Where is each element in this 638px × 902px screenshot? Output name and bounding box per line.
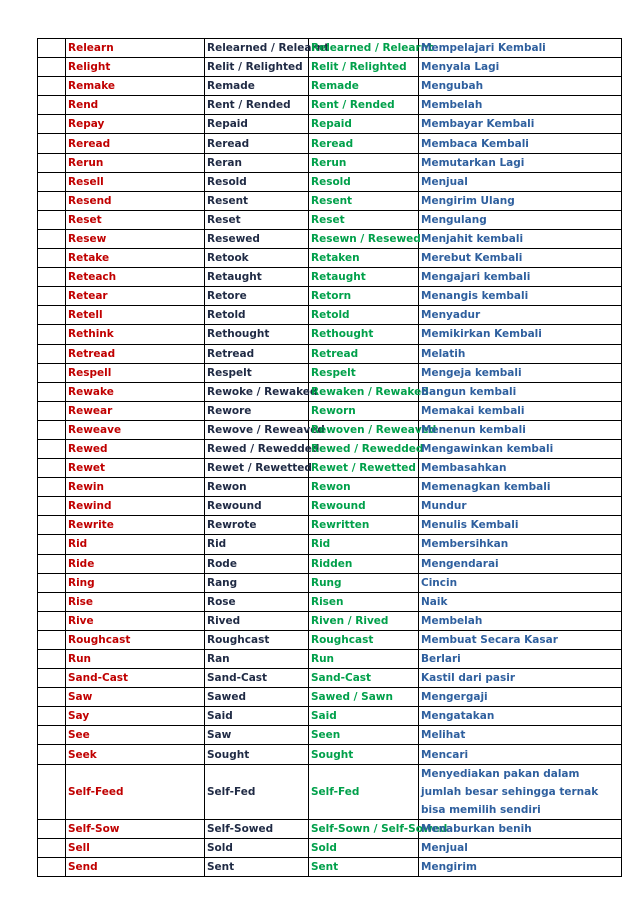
base-form-cell: Retell [66,306,205,325]
row-number-cell [38,439,66,458]
past-participle-cell: Reworn [309,401,419,420]
meaning-cell: Bangun kembali [419,382,622,401]
past-participle-cell: Rewaken / Rewaked [309,382,419,401]
base-form-cell: Retake [66,249,205,268]
base-form-cell: Say [66,707,205,726]
past-form-cell: Relearned / Relearnt [205,39,309,58]
past-participle-cell: Risen [309,592,419,611]
table-row [38,819,622,838]
table-row [38,688,622,707]
past-participle-cell: Retread [309,344,419,363]
table-row [38,420,622,439]
meaning-cell: Menenun kembali [419,420,622,439]
row-number-cell [38,630,66,649]
table-row [38,58,622,77]
table-row [38,764,622,819]
past-participle-cell: Sent [309,857,419,876]
past-form-cell: Self-Sowed [205,819,309,838]
past-participle-cell: Retaken [309,249,419,268]
meaning-cell: Merebut Kembali [419,249,622,268]
meaning-cell: Memakai kembali [419,401,622,420]
base-form-cell: Rerun [66,153,205,172]
base-form-cell: Self-Sow [66,819,205,838]
past-participle-cell: Retaught [309,268,419,287]
past-form-cell: Resent [205,191,309,210]
past-form-cell: Reread [205,134,309,153]
table-row [38,857,622,876]
meaning-cell: Mengendarai [419,554,622,573]
meaning-cell: Membersihkan [419,535,622,554]
table-row [38,363,622,382]
past-participle-cell: Sawed / Sawn [309,688,419,707]
past-participle-cell: Resewn / Resewed [309,229,419,248]
base-form-cell: Seek [66,745,205,764]
past-participle-cell: Rung [309,573,419,592]
row-number-cell [38,153,66,172]
meaning-cell: Mengeja kembali [419,363,622,382]
past-participle-cell: Sought [309,745,419,764]
past-participle-cell: Retorn [309,287,419,306]
past-participle-cell: Seen [309,726,419,745]
base-form-cell: Rid [66,535,205,554]
meaning-cell: Menjual [419,172,622,191]
past-form-cell: Rewove / Reweaved [205,420,309,439]
past-form-cell: Rewet / Rewetted [205,459,309,478]
past-form-cell: Self-Fed [205,764,309,819]
past-form-cell: Retold [205,306,309,325]
meaning-cell: Kastil dari pasir [419,669,622,688]
meaning-cell: Mengulang [419,210,622,229]
row-number-cell [38,611,66,630]
past-form-cell: Rived [205,611,309,630]
base-form-cell: Rewin [66,478,205,497]
past-participle-cell: Rent / Rended [309,96,419,115]
table-row [38,249,622,268]
base-form-cell: Retread [66,344,205,363]
row-number-cell [38,134,66,153]
past-form-cell: Remade [205,77,309,96]
meaning-cell: Menyala Lagi [419,58,622,77]
table-row [38,306,622,325]
meaning-cell: Membuat Secara Kasar [419,630,622,649]
past-participle-cell: Rethought [309,325,419,344]
row-number-cell [38,115,66,134]
row-number-cell [38,96,66,115]
past-participle-cell: Respelt [309,363,419,382]
row-number-cell [38,420,66,439]
meaning-cell: Membaca Kembali [419,134,622,153]
past-form-cell: Rewoke / Rewaked [205,382,309,401]
meaning-cell: Mengatakan [419,707,622,726]
meaning-cell: Menjual [419,838,622,857]
past-form-cell: Saw [205,726,309,745]
base-form-cell: Rise [66,592,205,611]
past-participle-cell: Rewritten [309,516,419,535]
meaning-cell: Memenagkan kembali [419,478,622,497]
past-form-cell: Repaid [205,115,309,134]
past-form-cell: Rose [205,592,309,611]
past-form-cell: Rewore [205,401,309,420]
meaning-cell: Naik [419,592,622,611]
past-participle-cell: Reread [309,134,419,153]
past-form-cell: Sawed [205,688,309,707]
past-form-cell: Rid [205,535,309,554]
table-row [38,611,622,630]
row-number-cell [38,478,66,497]
table-row [38,650,622,669]
table-row [38,268,622,287]
table-row [38,669,622,688]
past-participle-cell: Retold [309,306,419,325]
row-number-cell [38,726,66,745]
base-form-cell: Rewrite [66,516,205,535]
past-form-cell: Rewed / Rewedded [205,439,309,458]
table-row [38,516,622,535]
row-number-cell [38,857,66,876]
meaning-cell: Mengawinkan kembali [419,439,622,458]
meaning-cell: Membelah [419,611,622,630]
meaning-cell: Mengirim Ulang [419,191,622,210]
past-form-cell: Rent / Rended [205,96,309,115]
past-form-cell: Resewed [205,229,309,248]
meaning-cell: Mengirim [419,857,622,876]
meaning-cell: Membelah [419,96,622,115]
past-form-cell: Sand-Cast [205,669,309,688]
table-row [38,745,622,764]
meaning-cell: Menangis kembali [419,287,622,306]
base-form-cell: Run [66,650,205,669]
table-row [38,77,622,96]
irregular-verbs-table [37,38,622,877]
row-number-cell [38,210,66,229]
row-number-cell [38,819,66,838]
table-row [38,382,622,401]
past-participle-cell: Relit / Relighted [309,58,419,77]
past-form-cell: Sought [205,745,309,764]
table-row [38,115,622,134]
table-row [38,439,622,458]
row-number-cell [38,650,66,669]
meaning-cell: Mencari [419,745,622,764]
past-form-cell: Rewound [205,497,309,516]
meaning-cell: Mengergaji [419,688,622,707]
base-form-cell: Send [66,857,205,876]
meaning-cell: Cincin [419,573,622,592]
past-form-cell: Retook [205,249,309,268]
row-number-cell [38,306,66,325]
meaning-cell: Mengubah [419,77,622,96]
base-form-cell: Relearn [66,39,205,58]
past-participle-cell: Resent [309,191,419,210]
table-row [38,325,622,344]
row-number-cell [38,191,66,210]
meaning-cell: Melihat [419,726,622,745]
past-participle-cell: Rewet / Rewetted [309,459,419,478]
base-form-cell: Resew [66,229,205,248]
base-form-cell: Rewind [66,497,205,516]
row-number-cell [38,325,66,344]
row-number-cell [38,287,66,306]
past-participle-cell: Remade [309,77,419,96]
table-row [38,459,622,478]
row-number-cell [38,497,66,516]
table-row [38,96,622,115]
table-row [38,401,622,420]
row-number-cell [38,172,66,191]
base-form-cell: Reweave [66,420,205,439]
row-number-cell [38,77,66,96]
past-form-cell: Rang [205,573,309,592]
table-body [38,39,622,877]
table-row [38,535,622,554]
table-row [38,172,622,191]
base-form-cell: Reread [66,134,205,153]
meaning-cell: Memutarkan Lagi [419,153,622,172]
past-participle-cell: Rewoven / Reweaved [309,420,419,439]
row-number-cell [38,268,66,287]
base-form-cell: Reset [66,210,205,229]
meaning-cell: Memikirkan Kembali [419,325,622,344]
past-participle-cell: Rewon [309,478,419,497]
row-number-cell [38,688,66,707]
base-form-cell: Ring [66,573,205,592]
row-number-cell [38,516,66,535]
past-participle-cell: Rid [309,535,419,554]
past-participle-cell: Run [309,650,419,669]
past-participle-cell: Relearned / Relearnt [309,39,419,58]
past-form-cell: Reran [205,153,309,172]
row-number-cell [38,401,66,420]
table-row [38,287,622,306]
table-row [38,210,622,229]
meaning-cell: Mundur [419,497,622,516]
past-participle-cell: Rewound [309,497,419,516]
past-form-cell: Said [205,707,309,726]
base-form-cell: Ride [66,554,205,573]
past-participle-cell: Sold [309,838,419,857]
row-number-cell [38,592,66,611]
past-form-cell: Retaught [205,268,309,287]
table-row [38,478,622,497]
meaning-cell: Mempelajari Kembali [419,39,622,58]
past-participle-cell: Repaid [309,115,419,134]
base-form-cell: Resell [66,172,205,191]
base-form-cell: See [66,726,205,745]
past-participle-cell: Said [309,707,419,726]
base-form-cell: Sell [66,838,205,857]
row-number-cell [38,573,66,592]
table-row [38,153,622,172]
past-participle-cell: Ridden [309,554,419,573]
row-number-cell [38,39,66,58]
past-form-cell: Relit / Relighted [205,58,309,77]
base-form-cell: Remake [66,77,205,96]
table-row [38,344,622,363]
row-number-cell [38,838,66,857]
past-form-cell: Retore [205,287,309,306]
base-form-cell: Reteach [66,268,205,287]
row-number-cell [38,344,66,363]
meaning-cell: Membasahkan [419,459,622,478]
table-row [38,630,622,649]
meaning-cell: Berlari [419,650,622,669]
base-form-cell: Retear [66,287,205,306]
past-participle-cell: Self-Sown / Self-Sowed [309,819,419,838]
base-form-cell: Resend [66,191,205,210]
base-form-cell: Rewake [66,382,205,401]
base-form-cell: Rewear [66,401,205,420]
base-form-cell: Relight [66,58,205,77]
row-number-cell [38,707,66,726]
row-number-cell [38,382,66,401]
table-row [38,497,622,516]
meaning-cell: Melatih [419,344,622,363]
row-number-cell [38,58,66,77]
past-form-cell: Rode [205,554,309,573]
table-row [38,39,622,58]
past-form-cell: Sold [205,838,309,857]
past-form-cell: Roughcast [205,630,309,649]
past-participle-cell: Rewed / Rewedded [309,439,419,458]
past-form-cell: Respelt [205,363,309,382]
base-form-cell: Rethink [66,325,205,344]
row-number-cell [38,229,66,248]
row-number-cell [38,459,66,478]
base-form-cell: Rive [66,611,205,630]
table-row [38,592,622,611]
row-number-cell [38,249,66,268]
row-number-cell [38,554,66,573]
past-form-cell: Rethought [205,325,309,344]
past-form-cell: Sent [205,857,309,876]
past-form-cell: Reset [205,210,309,229]
base-form-cell: Sand-Cast [66,669,205,688]
table-row [38,726,622,745]
document-page [37,38,621,877]
base-form-cell: Self-Feed [66,764,205,819]
table-row [38,707,622,726]
meaning-cell: Menyediakan pakan dalam jumlah besar sehingga ternak bisa memilih sendiri [419,764,622,819]
past-form-cell: Rewon [205,478,309,497]
past-form-cell: Retread [205,344,309,363]
past-form-cell: Ran [205,650,309,669]
base-form-cell: Roughcast [66,630,205,649]
past-participle-cell: Rerun [309,153,419,172]
meaning-cell: Mengajari kembali [419,268,622,287]
base-form-cell: Repay [66,115,205,134]
table-row [38,573,622,592]
past-participle-cell: Resold [309,172,419,191]
meaning-cell: Menaburkan benih [419,819,622,838]
past-participle-cell: Reset [309,210,419,229]
table-row [38,229,622,248]
meaning-cell: Menyadur [419,306,622,325]
past-form-cell: Resold [205,172,309,191]
table-row [38,134,622,153]
past-form-cell: Rewrote [205,516,309,535]
row-number-cell [38,764,66,819]
meaning-cell: Menulis Kembali [419,516,622,535]
meaning-cell: Menjahit kembali [419,229,622,248]
row-number-cell [38,745,66,764]
base-form-cell: Rewed [66,439,205,458]
base-form-cell: Rewet [66,459,205,478]
past-participle-cell: Self-Fed [309,764,419,819]
row-number-cell [38,535,66,554]
base-form-cell: Rend [66,96,205,115]
table-row [38,838,622,857]
table-row [38,554,622,573]
row-number-cell [38,363,66,382]
row-number-cell [38,669,66,688]
base-form-cell: Saw [66,688,205,707]
past-participle-cell: Riven / Rived [309,611,419,630]
past-participle-cell: Sand-Cast [309,669,419,688]
base-form-cell: Respell [66,363,205,382]
past-participle-cell: Roughcast [309,630,419,649]
table-row [38,191,622,210]
meaning-cell: Membayar Kembali [419,115,622,134]
